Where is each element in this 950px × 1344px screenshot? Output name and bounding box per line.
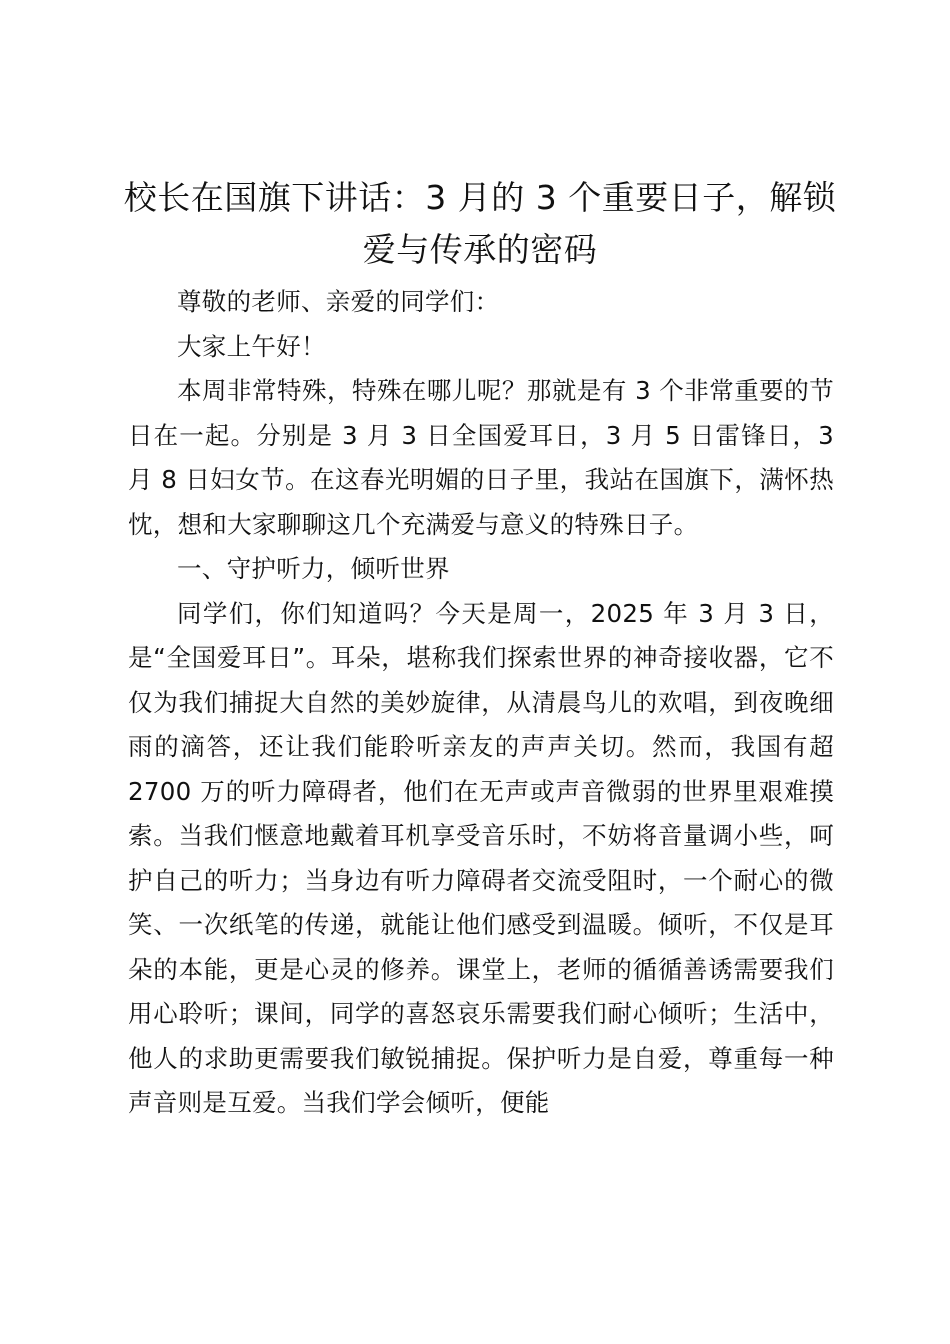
greeting: 大家上午好！ [177,331,326,361]
salutation: 尊敬的老师、亲爱的同学们： [177,287,500,316]
section-heading-1: 一、守护听力，倾听世界 [177,554,450,583]
document-body [128,280,834,1126]
paragraph-1: 本周非常特殊，特殊在哪儿呢？那就是有 3 个非常重要的节日在一起。分别是 3 月 3 日全国爱耳日，3 月 5 日雷锋日，3 月 8 日妇女节。在这春光明媚的日子里，我站在国旗下，满怀热忱，想和大家聊聊这几个充满爱与意义的特殊日子。 [128,376,834,539]
document-title: 校长在国旗下讲话：3 月的 3 个重要日子，解锁爱与传承的密码 [123,178,837,269]
paragraph-2: 同学们，你们知道吗？今天是周一，2025 年 3 月 3 日，是“全国爱耳日”。耳朵，堪称我们探索世界的神奇接收器，它不仅为我们捕捉大自然的美妙旋律，从清晨鸟儿的欢唱，到夜晚细雨的滴答，还让我们能聆听亲友的声声关切。然而，我国有超 2700 万的听力障碍者，他们在无声或声音微弱的世界里艰难摸索。当我们惬意地戴着耳机享受音乐时，不妨将音量调小些，呵护自己的听力；当身边有听力障碍者交流受阻时，一个耐心的微笑、一次纸笔的传递，就能让他们感受到温暖。倾听，不仅是耳朵的本能，更是心灵的修养。课堂上，老师的循循善诱需要我们用心聆听；课间，同学的喜怒哀乐需要我们耐心倾听；生活中，他人的求助更需要我们敏锐捕捉。保护听力是自爱，尊重每一种声音则是互爱。当我们学会倾听，便能 [128,598,834,1117]
